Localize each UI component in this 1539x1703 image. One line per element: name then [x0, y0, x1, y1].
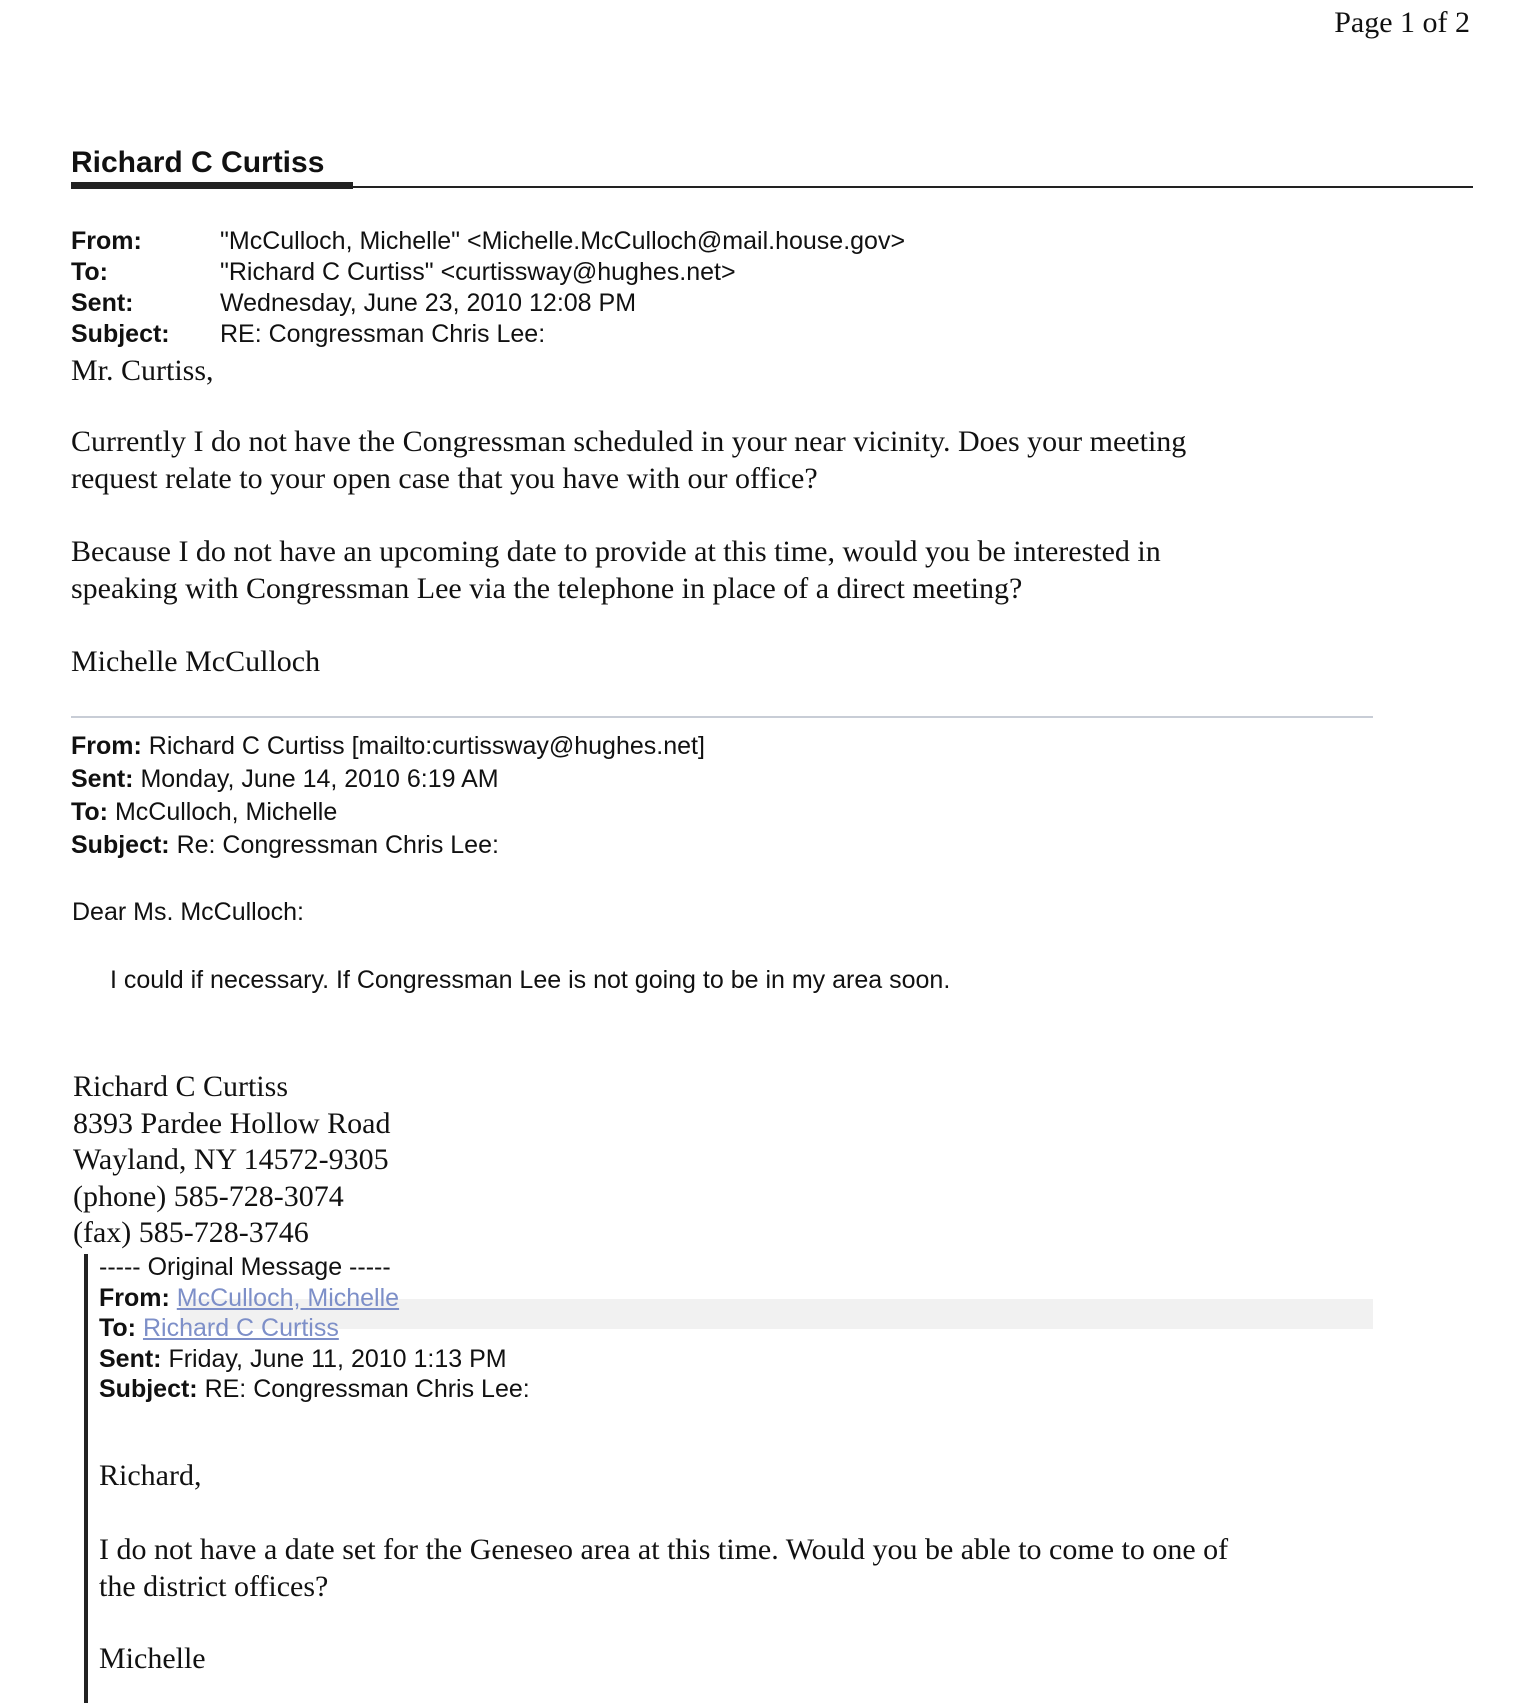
message1-paragraph-2-line-2: speaking with Congressman Lee via the telephone in place of a direct meeting?	[71, 572, 1023, 605]
original-subject-label: Subject:	[99, 1375, 198, 1403]
original-message-header	[99, 1252, 530, 1405]
reply-sent-label: Sent:	[71, 765, 134, 793]
page-number: Page 1 of 2	[1334, 6, 1470, 39]
original-to-row	[99, 1313, 530, 1344]
mailbox-owner-name: Richard C Curtiss	[71, 146, 325, 179]
original-sent-label: Sent:	[99, 1344, 162, 1373]
owner-underline-thick	[71, 182, 353, 189]
message1-paragraph-1-line-1: Currently I do not have the Congressman scheduled in your near vicinity. Does your meeting	[71, 425, 1187, 458]
header-from-label: From:	[71, 227, 142, 255]
message2-body: I could if necessary. If Congressman Lee is not going to be in my area soon.	[110, 966, 951, 994]
original-sent-row	[99, 1344, 530, 1375]
original-subject-row	[99, 1374, 530, 1405]
reply-to-row	[71, 796, 705, 829]
original-body	[99, 1531, 1228, 1605]
address-phone: (phone) 585-728-3074	[73, 1179, 344, 1213]
message1-paragraph-1	[71, 423, 1186, 497]
reply-from-row	[71, 730, 705, 763]
header-subject-label: Subject:	[71, 320, 170, 348]
address-street: 8393 Pardee Hollow Road	[73, 1106, 391, 1140]
owner-underline-thin	[353, 186, 1473, 188]
original-from-row	[99, 1283, 530, 1314]
header-subject-row	[71, 319, 905, 350]
header-from-row	[71, 226, 905, 257]
original-from-link[interactable]: McCulloch, Michelle	[176, 1283, 400, 1312]
original-from-label: From:	[99, 1283, 170, 1312]
header-from-value: "McCulloch, Michelle" <Michelle.McCulloch@mail.house.gov>	[220, 227, 906, 255]
reply-to-value: McCulloch, Michelle	[108, 798, 338, 826]
original-signature: Michelle	[99, 1642, 206, 1675]
email-header	[71, 226, 905, 350]
header-to-value: "Richard C Curtiss" <curtissway@hughes.net>	[220, 258, 736, 286]
header-sent-row	[71, 288, 905, 319]
original-message-divider: ----- Original Message -----	[99, 1253, 391, 1281]
reply-sent-row	[71, 763, 705, 796]
reply-subject-row	[71, 829, 705, 862]
original-to-label: To:	[99, 1314, 137, 1342]
original-body-line-2: the district offices?	[99, 1570, 329, 1603]
header-subject-value: RE: Congressman Chris Lee:	[220, 320, 546, 348]
reply-sent-value: Monday, June 14, 2010 6:19 AM	[133, 765, 499, 793]
address-city: Wayland, NY 14572-9305	[73, 1143, 389, 1176]
original-subject-value: RE: Congressman Chris Lee:	[197, 1375, 530, 1403]
header-sent-value: Wednesday, June 23, 2010 12:08 PM	[220, 289, 637, 317]
message1-greeting: Mr. Curtiss,	[71, 354, 214, 387]
original-greeting: Richard,	[99, 1459, 202, 1492]
reply-from-label: From:	[71, 732, 142, 760]
original-to-link[interactable]: Richard C Curtiss	[142, 1314, 339, 1342]
header-to-label: To:	[71, 258, 109, 286]
message1-signature: Michelle McCulloch	[71, 645, 321, 678]
header-to-row	[71, 257, 905, 288]
reply-subject-value: Re: Congressman Chris Lee:	[169, 831, 499, 859]
reply-header	[71, 730, 705, 862]
quoted-message-bar	[84, 1254, 88, 1703]
message1-paragraph-2-line-1: Because I do not have an upcoming date to provide at this time, would you be interested in	[71, 535, 1161, 568]
reply-subject-label: Subject:	[71, 831, 170, 859]
sender-address	[73, 1069, 390, 1252]
reply-to-label: To:	[71, 798, 109, 826]
message1-paragraph-1-line-2: request relate to your open case that you have with our office?	[71, 462, 818, 495]
header-sent-label: Sent:	[71, 289, 134, 317]
original-sent-value: Friday, June 11, 2010 1:13 PM	[161, 1344, 507, 1373]
reply-from-value: Richard C Curtiss [mailto:curtissway@hughes.net]	[141, 732, 705, 760]
reply-separator	[71, 716, 1373, 718]
original-body-line-1: I do not have a date set for the Geneseo area at this time. Would you be able to come to one of	[99, 1533, 1229, 1566]
message1-paragraph-2	[71, 533, 1161, 607]
address-fax: (fax) 585-728-3746	[73, 1216, 309, 1249]
message2-greeting: Dear Ms. McCulloch:	[72, 898, 304, 926]
address-name: Richard C Curtiss	[73, 1070, 288, 1103]
